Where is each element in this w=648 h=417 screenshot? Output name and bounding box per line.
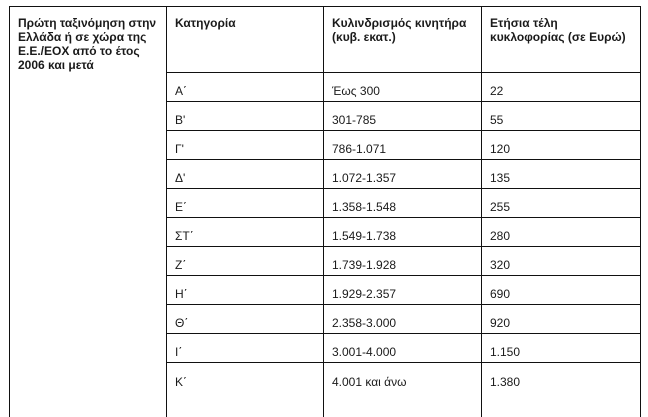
displacement-cell: 4.001 και άνω bbox=[324, 363, 482, 417]
displacement-cell: 301-785 bbox=[324, 102, 482, 131]
displacement-cell: 3.001-4.000 bbox=[324, 334, 482, 363]
fee-cell: 280 bbox=[482, 218, 641, 247]
registration-condition-cell: Πρώτη ταξινόμηση στην Ελλάδα ή σε χώρα της Ε.Ε./ΕΟΧ από το έτος 2006 και μετά bbox=[10, 7, 167, 417]
category-cell: Η΄ bbox=[167, 276, 324, 305]
category-cell: Α΄ bbox=[167, 73, 324, 102]
table-header-row bbox=[10, 7, 641, 73]
displacement-cell: 1.929-2.357 bbox=[324, 276, 482, 305]
fee-cell: 320 bbox=[482, 247, 641, 276]
displacement-cell: 1.358-1.548 bbox=[324, 189, 482, 218]
displacement-cell: 2.358-3.000 bbox=[324, 305, 482, 334]
displacement-cell: 786-1.071 bbox=[324, 131, 482, 160]
category-cell: Γ' bbox=[167, 131, 324, 160]
header-annual-fee: Ετήσια τέλη κυκλοφορίας (σε Ευρώ) bbox=[482, 7, 641, 73]
category-cell: Ι΄ bbox=[167, 334, 324, 363]
fee-cell: 1.380 bbox=[482, 363, 641, 417]
category-cell: Θ΄ bbox=[167, 305, 324, 334]
displacement-cell: 1.739-1.928 bbox=[324, 247, 482, 276]
category-cell: Κ΄ bbox=[167, 363, 324, 417]
category-cell: Β' bbox=[167, 102, 324, 131]
fee-cell: 690 bbox=[482, 276, 641, 305]
road-tax-table bbox=[9, 6, 641, 417]
category-cell: Ε΄ bbox=[167, 189, 324, 218]
displacement-cell: 1.549-1.738 bbox=[324, 218, 482, 247]
category-cell: Ζ΄ bbox=[167, 247, 324, 276]
header-category: Κατηγορία bbox=[167, 7, 324, 73]
fee-cell: 135 bbox=[482, 160, 641, 189]
header-displacement: Κυλινδρισμός κινητήρα (κυβ. εκατ.) bbox=[324, 7, 482, 73]
displacement-cell: Έως 300 bbox=[324, 73, 482, 102]
fee-cell: 22 bbox=[482, 73, 641, 102]
fee-cell: 920 bbox=[482, 305, 641, 334]
category-cell: ΣΤ΄ bbox=[167, 218, 324, 247]
fee-cell: 55 bbox=[482, 102, 641, 131]
fee-cell: 1.150 bbox=[482, 334, 641, 363]
fee-cell: 120 bbox=[482, 131, 641, 160]
category-cell: Δ' bbox=[167, 160, 324, 189]
fee-cell: 255 bbox=[482, 189, 641, 218]
displacement-cell: 1.072-1.357 bbox=[324, 160, 482, 189]
